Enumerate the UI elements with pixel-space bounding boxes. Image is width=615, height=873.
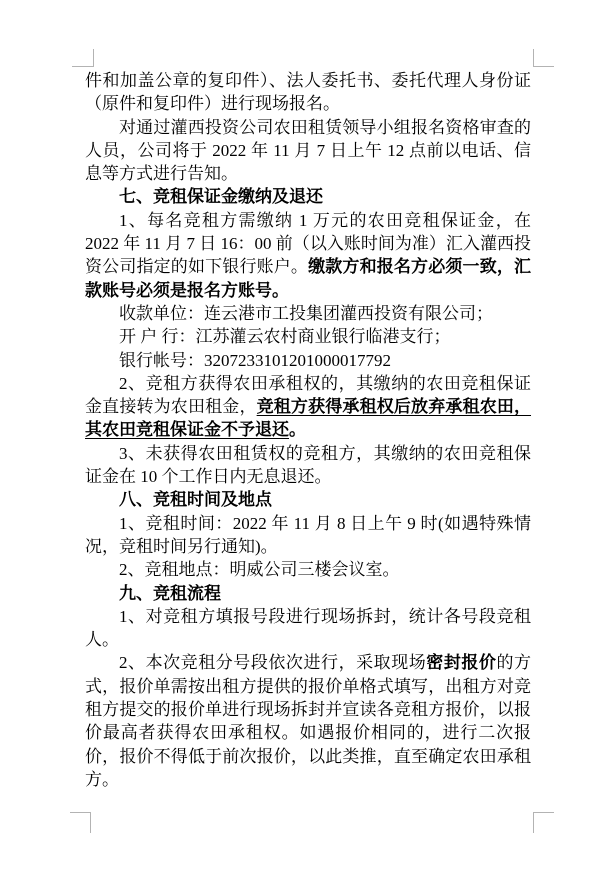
section7-heading — [85, 185, 531, 208]
crop-mark-bottom-right — [533, 812, 554, 833]
paragraph-bold-text: 密封报价 — [426, 653, 497, 673]
section9-item2-bidding-process — [85, 651, 531, 791]
section7-item1-deposit-payment — [85, 209, 531, 302]
paragraph-text: 3、未获得农田租赁权的竞租方，其缴纳的农田竞租保证金在 10 个工作日内无息退还。 — [85, 443, 531, 487]
section8-heading — [85, 488, 531, 511]
section9-item1-unsealing — [85, 605, 531, 652]
paragraph-text: 的方式，报价单需按出租方提供的报价单格式填写，出租方对竞租方提交的报价单进行现场拆封并宣读各竞租方报价，以报价最高者获得农田承租权。如遇报价相同的，进行二次报价，报价不得低于前次报价，以此类推，直至确定农田承租方。 — [85, 653, 532, 789]
paragraph-text: 1、竞租时间：2022 年 11 月 8 日上午 9 时(如遇特殊情况，竞租时间另行通知)。 — [85, 513, 531, 556]
section8-item1-time — [85, 512, 531, 559]
paragraph-text: 1、每名竞租方需缴纳 1 万元的农田竞租保证金，在 2022 年 11 月 7 日 16：00 前（以入账时间为准）汇入灌西投资公司指定的如下银行账户。 — [85, 210, 531, 277]
bank-account-text: 银行帐号：3207233101201000017792 — [119, 350, 391, 370]
paragraph-bold-text: 缴款方和报名方必须一致，汇款账号必须是报名方账号。 — [85, 257, 532, 300]
paragraph-qualification-notice — [85, 116, 531, 186]
paragraph-bold-underline-text: 竞租方获得承租权后放弃承租农田，其农田竞租保证金不予退还 — [85, 397, 532, 440]
paragraph-text: 2、本次竞租分号段依次进行，采取现场 — [119, 653, 427, 673]
crop-mark-top-right — [533, 49, 554, 67]
crop-mark-bottom-left — [70, 812, 91, 833]
bank-branch-text: 开 户 行：江苏灌云农村商业银行临港支行； — [119, 327, 451, 347]
bank-account-line — [85, 349, 531, 372]
paragraph-text: 件和加盖公章的复印件）、法人委托书、委托代理人身份证（原件和复印件）进行现场报名。 — [85, 71, 531, 114]
paragraph-text: 2、竞租方获得农田承租权的，其缴纳的农田竞租保证金直接转为农田租金， — [85, 373, 531, 417]
heading-text: 九、竞租流程 — [119, 583, 221, 603]
heading-text: 八、竞租时间及地点 — [119, 490, 272, 510]
section7-item2-deposit-conversion — [85, 372, 531, 442]
paragraph-text: 2、竞租地点：明威公司三楼会议室。 — [119, 560, 400, 580]
bank-payee-line — [85, 302, 531, 325]
bank-payee-text: 收款单位：连云港市工投集团灌西投资有限公司； — [119, 303, 493, 323]
paragraph-text: 对通过灌西投资公司农田租赁领导小组报名资格审查的人员，公司将于 2022 年 11 月 7 日上午 12 点前以电话、信息等方式进行告知。 — [85, 117, 531, 184]
heading-text: 七、竞租保证金缴纳及退还 — [119, 187, 323, 207]
section8-item2-location — [85, 558, 531, 581]
bank-branch-line — [85, 325, 531, 348]
paragraph-text: 1、对竞租方填报号段进行现场拆封，统计各号段竞租人。 — [85, 606, 531, 650]
paragraph-registration-materials-continuation — [85, 69, 531, 116]
paragraph-bold-text: 。 — [289, 420, 306, 440]
document-body — [85, 69, 531, 791]
crop-mark-top-left — [72, 49, 94, 67]
section7-item3-deposit-refund — [85, 442, 531, 489]
section9-heading — [85, 582, 531, 605]
